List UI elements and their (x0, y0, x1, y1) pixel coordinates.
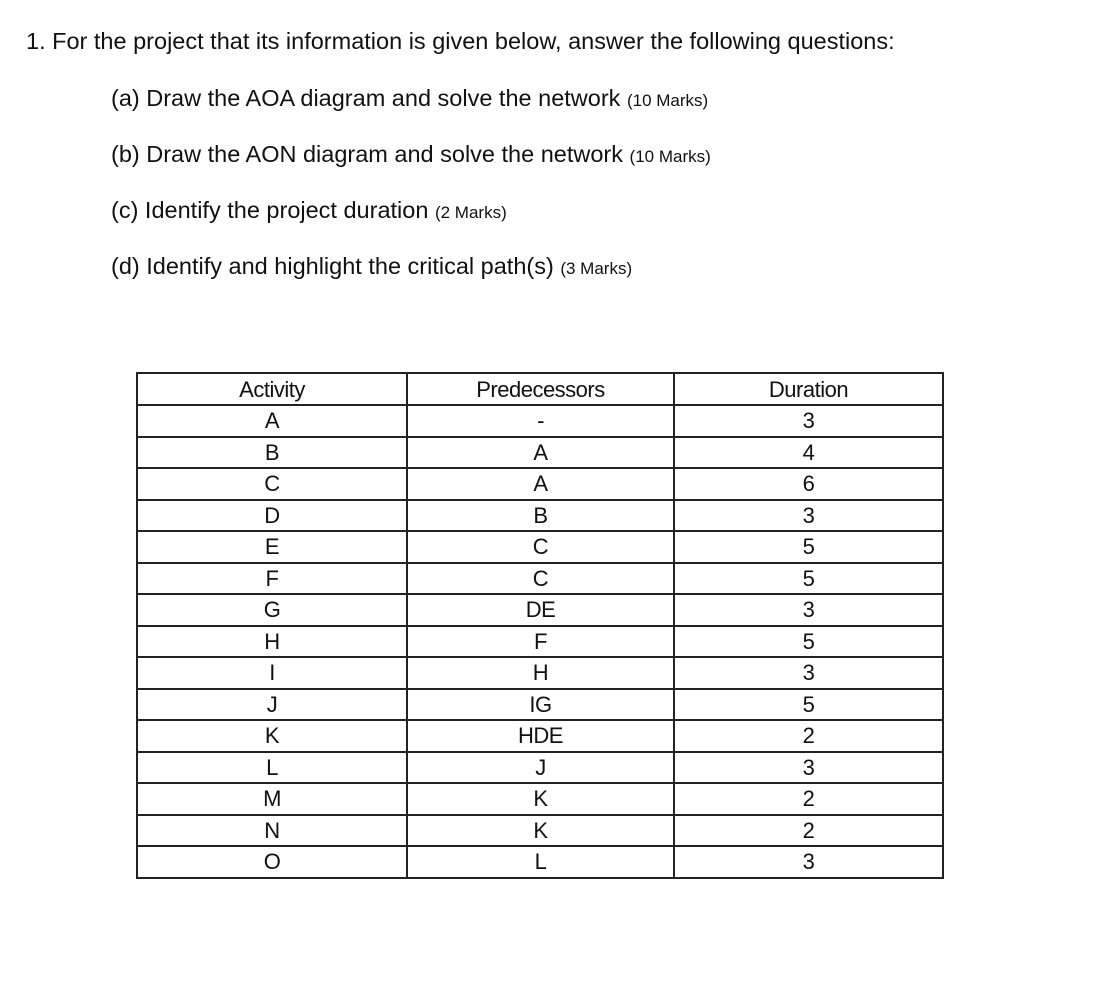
subquestion-a (111, 85, 708, 112)
predecessors-cell: DE (407, 594, 674, 626)
predecessors-cell: C (407, 563, 674, 595)
activity-cell: J (137, 689, 407, 721)
duration-cell: 2 (674, 783, 943, 815)
duration-cell: 3 (674, 594, 943, 626)
subquestion-c (111, 197, 507, 224)
table-header-row (137, 373, 943, 405)
predecessors-cell: J (407, 752, 674, 784)
activity-cell: L (137, 752, 407, 784)
predecessors-cell: A (407, 468, 674, 500)
activity-cell: O (137, 846, 407, 878)
table-row (137, 563, 943, 595)
table-row (137, 468, 943, 500)
duration-cell: 5 (674, 531, 943, 563)
predecessors-cell: L (407, 846, 674, 878)
predecessors-cell: B (407, 500, 674, 532)
predecessors-cell: HDE (407, 720, 674, 752)
header-predecessors: Predecessors (407, 373, 674, 405)
predecessors-cell: H (407, 657, 674, 689)
duration-cell: 5 (674, 626, 943, 658)
duration-cell: 3 (674, 500, 943, 532)
activity-cell: B (137, 437, 407, 469)
table-row (137, 815, 943, 847)
predecessors-cell: A (407, 437, 674, 469)
activity-cell: H (137, 626, 407, 658)
activity-table (136, 372, 944, 879)
subquestion-a-marks: (10 Marks) (626, 91, 709, 110)
subquestion-d-text: (d) Identify and highlight the critical path(s) (111, 253, 554, 279)
activity-cell: N (137, 815, 407, 847)
duration-cell: 4 (674, 437, 943, 469)
table-row (137, 783, 943, 815)
subquestion-c-text: (c) Identify the project duration (111, 197, 429, 223)
activity-cell: G (137, 594, 407, 626)
activity-cell: M (137, 783, 407, 815)
subquestion-b-text: (b) Draw the AON diagram and solve the network (111, 141, 624, 167)
predecessors-cell: IG (407, 689, 674, 721)
activity-cell: I (137, 657, 407, 689)
activity-cell: D (137, 500, 407, 532)
table-row (137, 846, 943, 878)
subquestion-d-marks: (3 Marks) (560, 259, 633, 278)
table-row (137, 657, 943, 689)
duration-cell: 5 (674, 689, 943, 721)
subquestion-b (111, 141, 711, 168)
duration-cell: 2 (674, 815, 943, 847)
subquestion-c-marks: (2 Marks) (434, 203, 507, 222)
table-row (137, 437, 943, 469)
table-row (137, 531, 943, 563)
predecessors-cell: K (407, 815, 674, 847)
activity-cell: A (137, 405, 407, 437)
table-row (137, 500, 943, 532)
table-row (137, 626, 943, 658)
table-row (137, 594, 943, 626)
subquestion-b-marks: (10 Marks) (629, 147, 711, 166)
table-row (137, 752, 943, 784)
header-duration: Duration (674, 373, 943, 405)
predecessors-cell: - (407, 405, 674, 437)
activity-cell: E (137, 531, 407, 563)
duration-cell: 3 (674, 752, 943, 784)
table-row (137, 720, 943, 752)
predecessors-cell: C (407, 531, 674, 563)
duration-cell: 3 (674, 405, 943, 437)
duration-cell: 5 (674, 563, 943, 595)
activity-cell: F (137, 563, 407, 595)
table-row (137, 405, 943, 437)
activity-cell: K (137, 720, 407, 752)
predecessors-cell: K (407, 783, 674, 815)
duration-cell: 2 (674, 720, 943, 752)
header-activity: Activity (137, 373, 407, 405)
activity-cell: C (137, 468, 407, 500)
predecessors-cell: F (407, 626, 674, 658)
duration-cell: 6 (674, 468, 943, 500)
duration-cell: 3 (674, 846, 943, 878)
subquestion-a-text: (a) Draw the AOA diagram and solve the network (111, 85, 621, 111)
subquestion-d (111, 253, 632, 280)
question-title: 1. For the project that its information is given below, answer the following questions: (26, 28, 895, 54)
table-row (137, 689, 943, 721)
duration-cell: 3 (674, 657, 943, 689)
